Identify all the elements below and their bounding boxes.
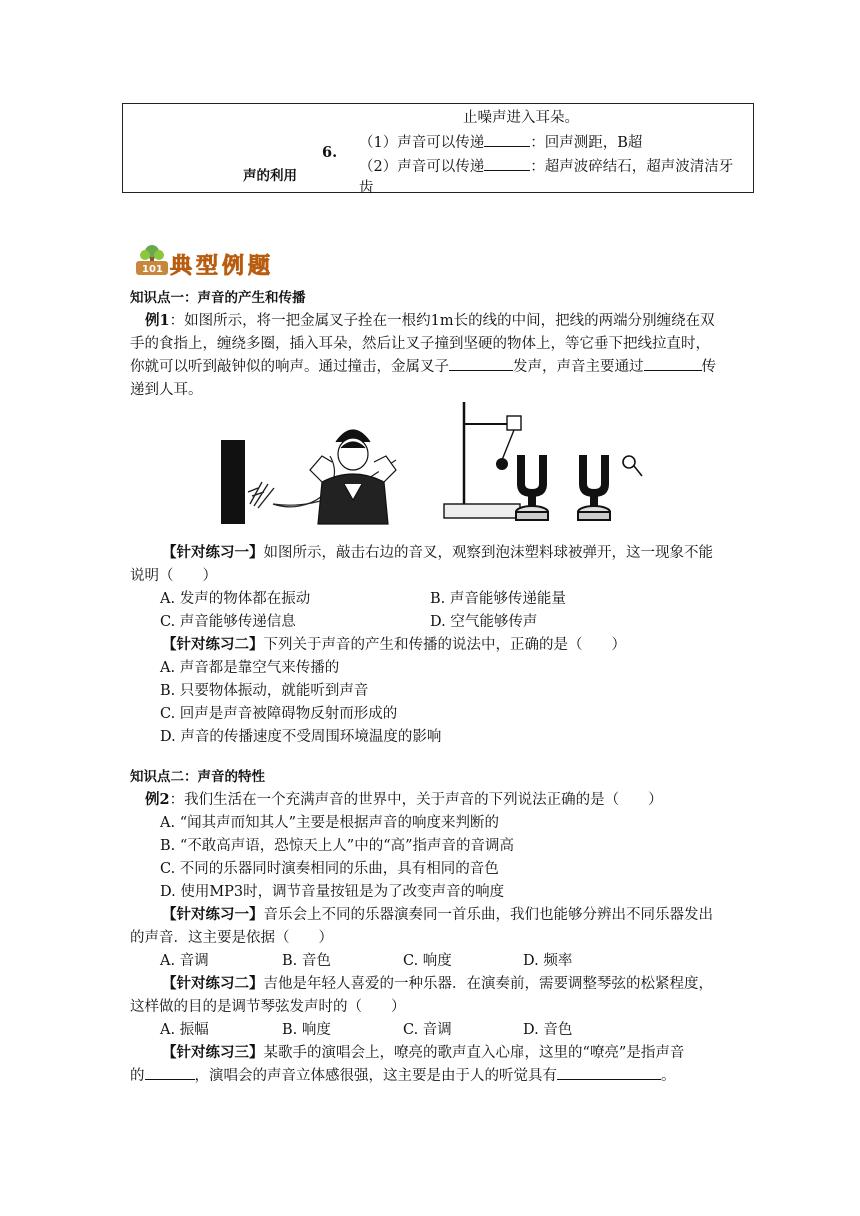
option-d[interactable]: D. 使用MP3时，调节音量按钮是为了改变声音的响度 bbox=[160, 884, 505, 900]
tuning-fork-left bbox=[516, 456, 548, 520]
knowledge-point-1-title: 知识点一：声音的产生和传播 bbox=[130, 290, 306, 306]
table-label-sound-use: 声的利用 bbox=[243, 168, 297, 184]
option-b[interactable]: B. “不敢高声语，恐惊天上人”中的“高”指声音的音调高 bbox=[160, 838, 515, 854]
answer-blank[interactable] bbox=[557, 1065, 661, 1080]
answer-blank[interactable] bbox=[145, 1065, 195, 1080]
practice-2-2-line-2: 这样做的目的是调节琴弦发声时的（ ） bbox=[130, 999, 406, 1015]
stand-apparatus bbox=[444, 402, 521, 518]
option-b[interactable]: B. 响度 bbox=[282, 1022, 331, 1038]
table-item-number: 6. bbox=[322, 144, 338, 161]
answer-blank[interactable] bbox=[484, 156, 530, 171]
option-c[interactable]: C. 声音能够传递信息 bbox=[160, 614, 296, 630]
listener-figure bbox=[310, 430, 396, 524]
tuning-fork-right bbox=[578, 456, 610, 520]
example-1-line-3: 你就可以听到敲钟似的响声。通过撞击，金属叉子 发声，声音主要通过 传 bbox=[130, 355, 716, 376]
banner-badge: 101 bbox=[142, 264, 163, 275]
table-point-1: （1）声音可以传递 ：回声测距，B超 bbox=[359, 131, 642, 152]
banner-graphic bbox=[130, 243, 300, 279]
option-a[interactable]: A. 发声的物体都在振动 bbox=[160, 591, 311, 607]
practice-1-2-line-1: 【针对练习二】下列关于声音的产生和传播的说法中，正确的是（ ） bbox=[162, 636, 626, 653]
practice-1-1-line-1: 【针对练习一】如图所示，敲击右边的音叉，观察到泡沫塑料球被弹开，这一现象不能 bbox=[162, 544, 713, 561]
answer-blank[interactable] bbox=[449, 356, 513, 371]
option-b[interactable]: B. 音色 bbox=[282, 953, 331, 969]
option-d[interactable]: D. 声音的传播速度不受周围环境温度的影响 bbox=[160, 729, 442, 745]
practice-2-1-line-2: 的声音．这主要是依据（ ） bbox=[130, 930, 333, 946]
table-point-2-wrap: 齿 bbox=[359, 180, 374, 196]
foam-ball bbox=[496, 458, 508, 470]
option-a[interactable]: A. 音调 bbox=[160, 953, 209, 969]
practice-2-1-line-1: 【针对练习一】音乐会上不同的乐器演奏同一首乐曲，我们也能够分辨出不同乐器发出 bbox=[162, 906, 713, 923]
fork-icon bbox=[248, 482, 274, 508]
option-c[interactable]: C. 回声是声音被障碍物反射而形成的 bbox=[160, 706, 398, 722]
example-1-line-2: 手的食指上，缠绕多圈，插入耳朵，然后让叉子撞到坚硬的物体上，等它垂下把线拉直时， bbox=[130, 336, 710, 352]
knowledge-point-2-title: 知识点二：声音的特性 bbox=[130, 769, 265, 785]
practice-2-3-line-2: 的 ，演唱会的声音立体感很强，这主要是由于人的听觉具有 。 bbox=[130, 1064, 676, 1085]
example-2-line-1: 例2：我们生活在一个充满声音的世界中，关于声音的下列说法正确的是（ ） bbox=[145, 791, 663, 808]
option-a[interactable]: A. 声音都是靠空气来传播的 bbox=[160, 660, 340, 676]
option-a[interactable]: A. 振幅 bbox=[160, 1022, 209, 1038]
summary-table bbox=[122, 103, 754, 196]
practice-2-2-line-1: 【针对练习二】吉他是年轻人喜爱的一种乐器．在演奏前，需要调整琴弦的松紧程度， bbox=[162, 975, 713, 992]
option-c[interactable]: C. 音调 bbox=[403, 1022, 452, 1038]
option-a[interactable]: A. “闻其声而知其人”主要是根据声音的响度来判断的 bbox=[160, 815, 500, 831]
example-1-figure bbox=[218, 396, 648, 528]
banner-title: 典型例题 bbox=[170, 254, 275, 279]
table-point-2: （2）声音可以传递 ：超声波碎结石，超声波清洁牙 bbox=[359, 155, 733, 176]
option-d[interactable]: D. 频率 bbox=[523, 953, 573, 969]
answer-blank[interactable] bbox=[484, 132, 530, 147]
section-banner bbox=[130, 243, 300, 279]
wall-shape bbox=[221, 440, 245, 524]
option-d[interactable]: D. 空气能够传声 bbox=[430, 614, 538, 630]
answer-blank[interactable] bbox=[644, 356, 702, 371]
option-b[interactable]: B. 只要物体振动，就能听到声音 bbox=[160, 683, 369, 699]
table-row-text: 止噪声进入耳朵。 bbox=[463, 110, 579, 126]
option-c[interactable]: C. 不同的乐器同时演奏相同的乐曲，具有相同的音色 bbox=[160, 861, 499, 877]
option-b[interactable]: B. 声音能够传递能量 bbox=[430, 591, 566, 607]
option-c[interactable]: C. 响度 bbox=[403, 953, 452, 969]
practice-1-1-line-2: 说明（ ） bbox=[130, 568, 217, 584]
practice-2-3-line-1: 【针对练习三】某歌手的演唱会上，嘹亮的歌声直入心扉，这里的“嘹亮”是指声音 bbox=[162, 1044, 685, 1061]
example-1-line-4: 递到人耳。 bbox=[130, 382, 203, 398]
hammer-icon bbox=[623, 456, 642, 476]
example-1-line-1: 例1：如图所示，将一把金属叉子拴在一根约1m长的线的中间，把线的两端分别缠绕在双 bbox=[145, 312, 715, 329]
option-d[interactable]: D. 音色 bbox=[523, 1022, 573, 1038]
table-divider bbox=[123, 126, 243, 127]
